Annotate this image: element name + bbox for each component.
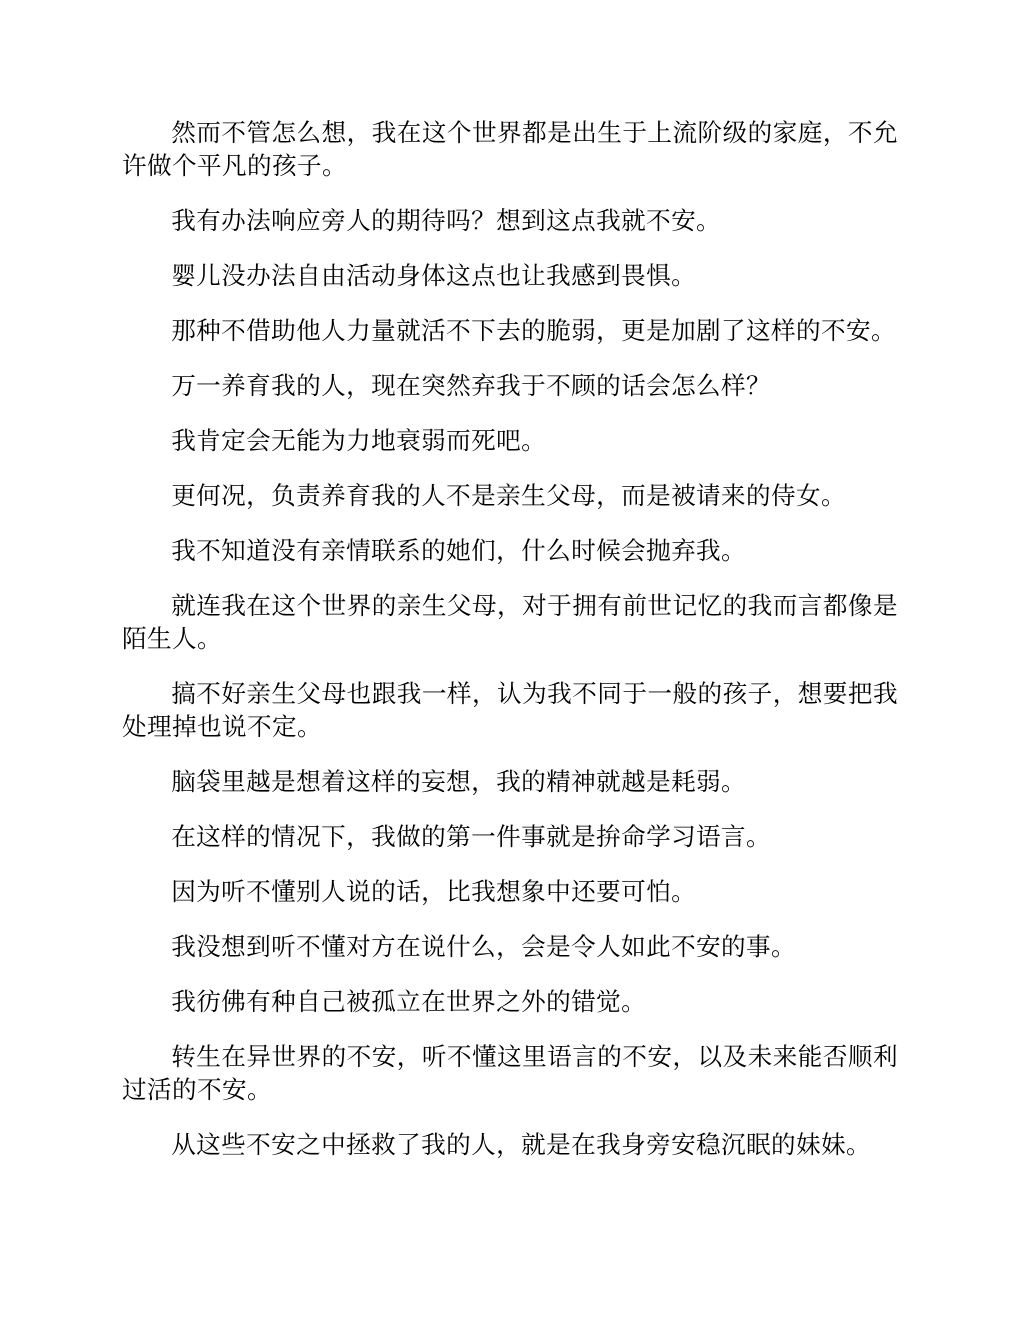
paragraph: 我不知道没有亲情联系的她们，什么时候会抛弃我。 <box>171 536 747 565</box>
paragraph: 转生在异世界的不安，听不懂这里语言的不安，以及未来能否顺利过活的不安。 <box>122 1042 898 1104</box>
paragraph: 万一养育我的人，现在突然弃我于不顾的话会怎么样？ <box>171 371 772 400</box>
paragraph: 搞不好亲生父母也跟我一样，认为我不同于一般的孩子，想要把我处理掉也说不定。 <box>122 679 898 741</box>
document-page <box>122 116 898 1183</box>
paragraph: 更何况，负责养育我的人不是亲生父母，而是被请来的侍女。 <box>171 481 847 510</box>
paragraph: 从这些不安之中拯救了我的人，就是在我身旁安稳沉眠的妹妹。 <box>171 1130 872 1159</box>
paragraph: 因为听不懂别人说的话，比我想象中还要可怕。 <box>171 877 697 906</box>
paragraph: 我有办法响应旁人的期待吗？想到这点我就不安。 <box>171 206 722 235</box>
paragraph: 就连我在这个世界的亲生父母，对于拥有前世记忆的我而言都像是陌生人。 <box>122 591 898 653</box>
paragraph: 我彷佛有种自己被孤立在世界之外的错觉。 <box>171 987 647 1016</box>
paragraph: 那种不借助他人力量就活不下去的脆弱，更是加剧了这样的不安。 <box>171 316 897 345</box>
paragraph: 脑袋里越是想着这样的妄想，我的精神就越是耗弱。 <box>171 767 747 796</box>
paragraph: 婴儿没办法自由活动身体这点也让我感到畏惧。 <box>171 261 697 290</box>
paragraph: 然而不管怎么想，我在这个世界都是出生于上流阶级的家庭，不允许做个平凡的孩子。 <box>122 118 898 180</box>
paragraph: 我没想到听不懂对方在说什么，会是令人如此不安的事。 <box>171 932 797 961</box>
paragraph: 在这样的情况下，我做的第一件事就是拚命学习语言。 <box>171 822 772 851</box>
paragraph: 我肯定会无能为力地衰弱而死吧。 <box>171 426 547 455</box>
